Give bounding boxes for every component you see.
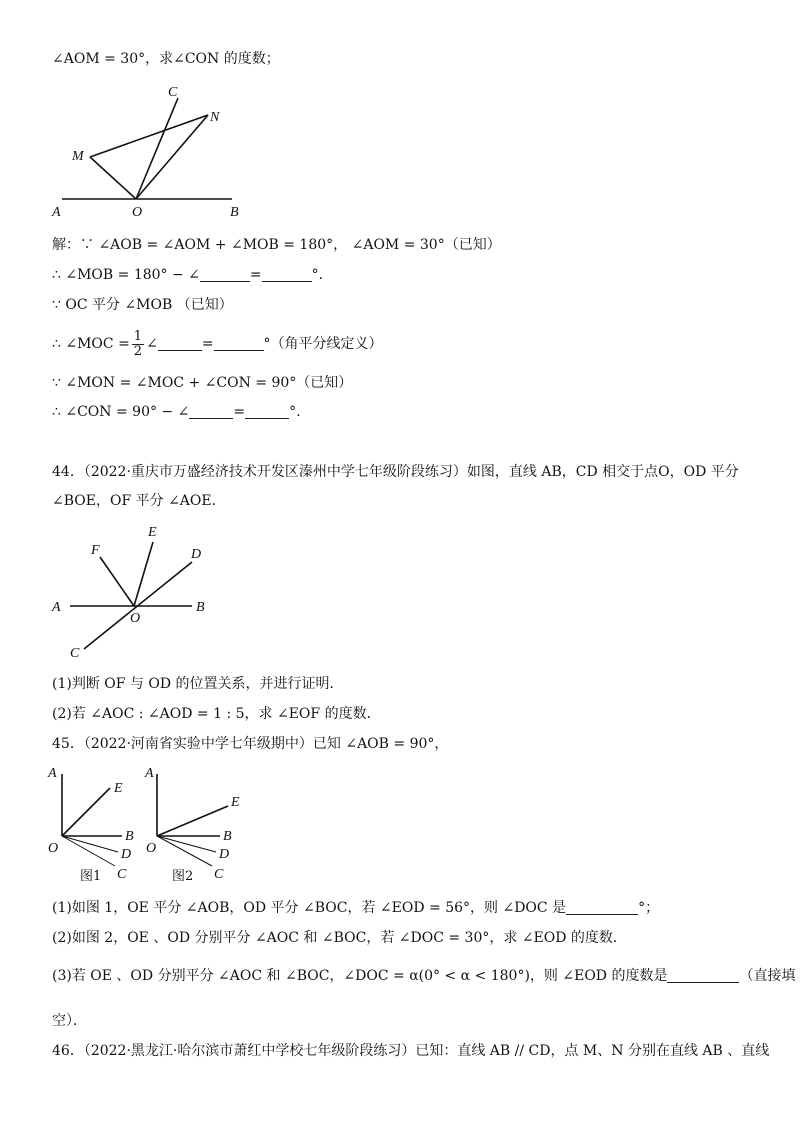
q45-part-1: (1)如图 1，OE 平分 ∠AOB，OD 平分 ∠BOC，若 ∠EOD = 56°，则 ∠DOC 是 °； <box>52 900 660 916</box>
label-b: B <box>125 829 134 844</box>
label-b: B <box>230 205 239 220</box>
label-o: O <box>146 841 157 856</box>
q43-solution-line-6: ∴ ∠CON = 90° − ∠ = °. <box>52 404 301 420</box>
q45-part-3-continued: 空）． <box>52 1013 87 1029</box>
figure-caption: 图2 <box>172 869 194 884</box>
q43-solution-line-4: ∴ ∠MOC = $\frac{1}{2}$ ∠ = °（角平分线定义） <box>52 328 383 359</box>
label-e: E <box>114 781 123 796</box>
ray-oe <box>157 806 228 836</box>
q45-part-2: (2)如图 2，OE 、OD 分别平分 ∠AOC 和 ∠BOC，若 ∠DOC = 30°，求 ∠EOD 的度数． <box>52 930 627 946</box>
q46-stem-line-1: 46．（2022·黑龙江·哈尔滨市萧红中学校七年级阶段练习）已知：直线 AB // CD，点 M、N 分别在直线 AB 、直线 <box>52 1043 770 1059</box>
label-a: A <box>52 205 61 220</box>
q44-stem-line-1: 44．（2022·重庆市万盛经济技术开发区溱州中学七年级阶段练习）如图，直线 AB，CD 相交于点O，OD 平分 <box>52 464 739 480</box>
figure-caption: 图1 <box>80 869 102 884</box>
label-c: C <box>117 867 127 882</box>
label-b: B <box>223 829 232 844</box>
q45-stem: 45．（2022·河南省实验中学七年级期中）已知 ∠AOB = 90°， <box>52 736 449 752</box>
q44-part-1: (1)判断 OF 与 OD 的位置关系，并进行证明． <box>52 676 344 692</box>
label-a: A <box>52 600 61 615</box>
q44-part-2: (2)若 ∠AOC : ∠AOD = 1 : 5，求 ∠EOF 的度数． <box>52 706 381 722</box>
q45-part-3: (3)若 OE 、OD 分别平分 ∠AOC 和 ∠BOC，∠DOC = α(0° < α < 180°)，则 ∠EOD 的度数是 （直接填 <box>52 968 796 984</box>
label-n: N <box>210 110 220 125</box>
label-o: O <box>48 841 59 856</box>
label-d: D <box>219 847 230 862</box>
label-e: E <box>231 795 240 810</box>
q43-solution-line-5: ∵ ∠MON = ∠MOC + ∠CON = 90°（已知） <box>52 375 353 391</box>
q43-solution-line-2: ∴ ∠MOB = 180° − ∠ = °. <box>52 267 324 283</box>
label-m: M <box>72 149 84 164</box>
q43-intro: ∠AOM = 30°，求∠CON 的度数； <box>52 51 280 67</box>
label-e: E <box>148 525 157 540</box>
ray-oc <box>157 836 212 866</box>
answer-blank[interactable] <box>566 900 638 915</box>
fraction-one-half: $\frac{1}{2}$ <box>133 328 143 359</box>
q43-solution-line-1: 解：∵ ∠AOB = ∠AOM + ∠MOB = 180°， ∠AOM = 30°（已知） <box>52 237 501 253</box>
label-c: C <box>70 646 80 661</box>
label-o: O <box>132 205 143 220</box>
label-c: C <box>168 85 178 100</box>
label-c: C <box>214 867 224 882</box>
ray-od <box>157 836 216 852</box>
label-a: A <box>48 766 57 781</box>
label-d: D <box>121 847 132 862</box>
answer-blank[interactable] <box>667 968 739 983</box>
q44-stem-line-2: ∠BOE，OF 平分 ∠AOE． <box>52 493 226 509</box>
label-f: F <box>91 543 100 558</box>
label-o: O <box>130 611 141 626</box>
q43-solution-line-3: ∵ OC 平分 ∠MOB （已知） <box>52 297 233 313</box>
label-d: D <box>191 547 202 562</box>
label-a: A <box>145 766 154 781</box>
label-b: B <box>196 600 205 615</box>
